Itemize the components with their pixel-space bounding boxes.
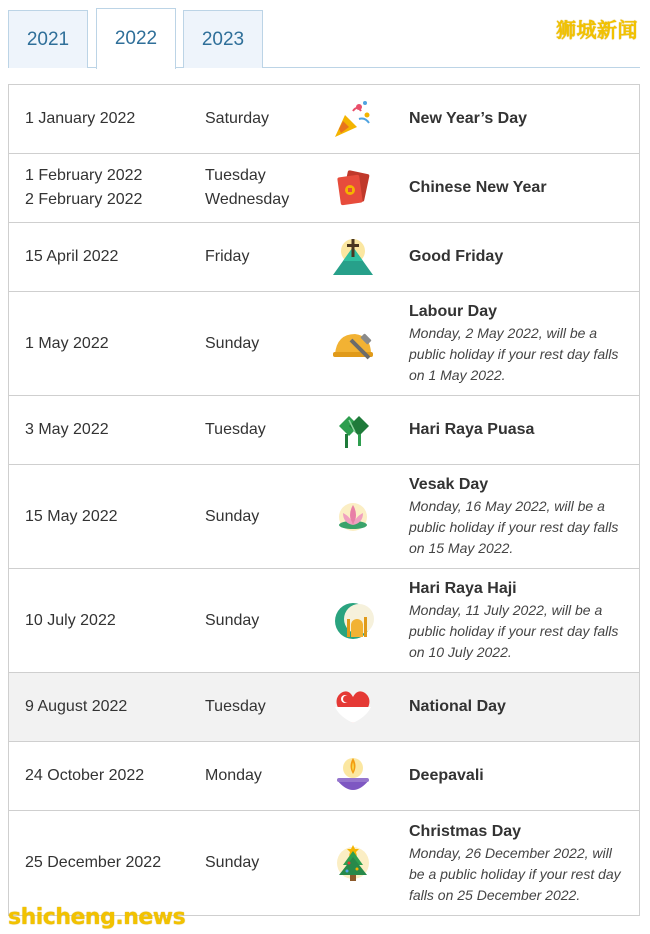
holiday-note: Monday, 2 May 2022, will be a public holiday if your rest day falls on 1 May 2022. <box>409 325 619 383</box>
holiday-day: Sunday <box>205 507 260 525</box>
holiday-name-cell <box>409 246 631 268</box>
holiday-name: Chinese New Year <box>409 179 547 196</box>
holiday-note: Monday, 16 May 2022, will be a public holiday if your rest day falls on 15 May 2022. <box>409 498 619 556</box>
table-row <box>9 154 639 223</box>
holiday-name: Deepavali <box>409 767 484 784</box>
tab-2023[interactable]: 2023 <box>183 10 263 68</box>
holiday-note: Monday, 26 December 2022, will be a public holiday if your rest day falls on 25 December 2022. <box>409 844 621 903</box>
holiday-day: Saturday <box>205 110 270 127</box>
hill-cross-icon <box>331 235 375 279</box>
holiday-name: New Year’s Day <box>409 110 528 127</box>
holiday-name-cell <box>409 419 631 441</box>
year-tabs <box>8 8 640 68</box>
holiday-date: 1 January 2022 <box>25 110 136 127</box>
holiday-name: Hari Raya Haji <box>409 580 517 597</box>
party-popper-icon <box>331 97 375 141</box>
holiday-name-cell <box>409 177 631 199</box>
table-row <box>9 292 639 396</box>
holiday-name-cell <box>409 108 631 130</box>
table-row <box>9 465 639 569</box>
watermark-bottom-left: shicheng.news <box>8 905 186 930</box>
tab-2022[interactable]: 2022 <box>96 8 176 69</box>
holiday-name-cell <box>409 696 631 718</box>
holiday-date: 15 May 2022 <box>25 507 118 525</box>
table-row <box>9 396 639 465</box>
holiday-day <box>205 164 289 212</box>
oil-lamp-icon <box>331 754 375 798</box>
holiday-day-line: Wednesday <box>205 191 290 208</box>
holiday-name-cell <box>409 765 631 787</box>
holiday-date: 10 July 2022 <box>25 611 116 629</box>
holiday-date <box>25 164 142 212</box>
holiday-date: 3 May 2022 <box>25 421 109 438</box>
holiday-name: Good Friday <box>409 248 504 265</box>
holiday-date-line: 1 February 2022 <box>25 167 143 184</box>
holiday-day: Sunday <box>205 611 260 629</box>
holiday-name: Hari Raya Puasa <box>409 421 535 438</box>
table-row <box>9 569 639 673</box>
table-row <box>9 742 639 811</box>
holiday-day: Tuesday <box>205 698 266 715</box>
holiday-date: 9 August 2022 <box>25 698 128 715</box>
holiday-day: Sunday <box>205 854 260 871</box>
holiday-day: Sunday <box>205 334 260 352</box>
table-row <box>9 811 639 915</box>
red-packet-icon <box>331 166 375 210</box>
singapore-heart-flag-icon <box>331 685 375 729</box>
holiday-name: Christmas Day <box>409 822 522 840</box>
holiday-table <box>8 84 640 916</box>
holiday-day: Monday <box>205 767 262 784</box>
table-row <box>9 85 639 154</box>
mosque-crescent-icon <box>331 599 375 643</box>
holiday-name: Vesak Day <box>409 476 489 493</box>
holiday-name-cell <box>409 474 631 559</box>
holiday-name: National Day <box>409 698 506 715</box>
holiday-day-line: Tuesday <box>205 167 266 184</box>
christmas-tree-icon <box>331 841 375 885</box>
table-row <box>9 673 639 742</box>
holiday-name-cell <box>409 821 631 906</box>
watermark-top-right: 狮城新闻 <box>556 18 638 42</box>
holiday-date: 25 December 2022 <box>25 854 162 871</box>
lotus-icon <box>331 495 375 539</box>
table-row <box>9 223 639 292</box>
holiday-note: Monday, 11 July 2022, will be a public holiday if your rest day falls on 10 July 2022. <box>409 602 619 660</box>
holiday-date: 15 April 2022 <box>25 248 119 265</box>
holiday-date-line: 2 February 2022 <box>25 191 143 208</box>
holiday-name: Labour Day <box>409 303 498 320</box>
holiday-day: Tuesday <box>205 421 266 438</box>
hard-hat-icon <box>331 322 375 366</box>
holiday-name-cell <box>409 578 631 663</box>
holiday-date: 1 May 2022 <box>25 334 109 352</box>
ketupat-icon <box>331 408 375 452</box>
holiday-day: Friday <box>205 248 250 265</box>
tab-2021[interactable]: 2021 <box>8 10 88 68</box>
holiday-date: 24 October 2022 <box>25 767 145 784</box>
holiday-name-cell <box>409 301 631 386</box>
